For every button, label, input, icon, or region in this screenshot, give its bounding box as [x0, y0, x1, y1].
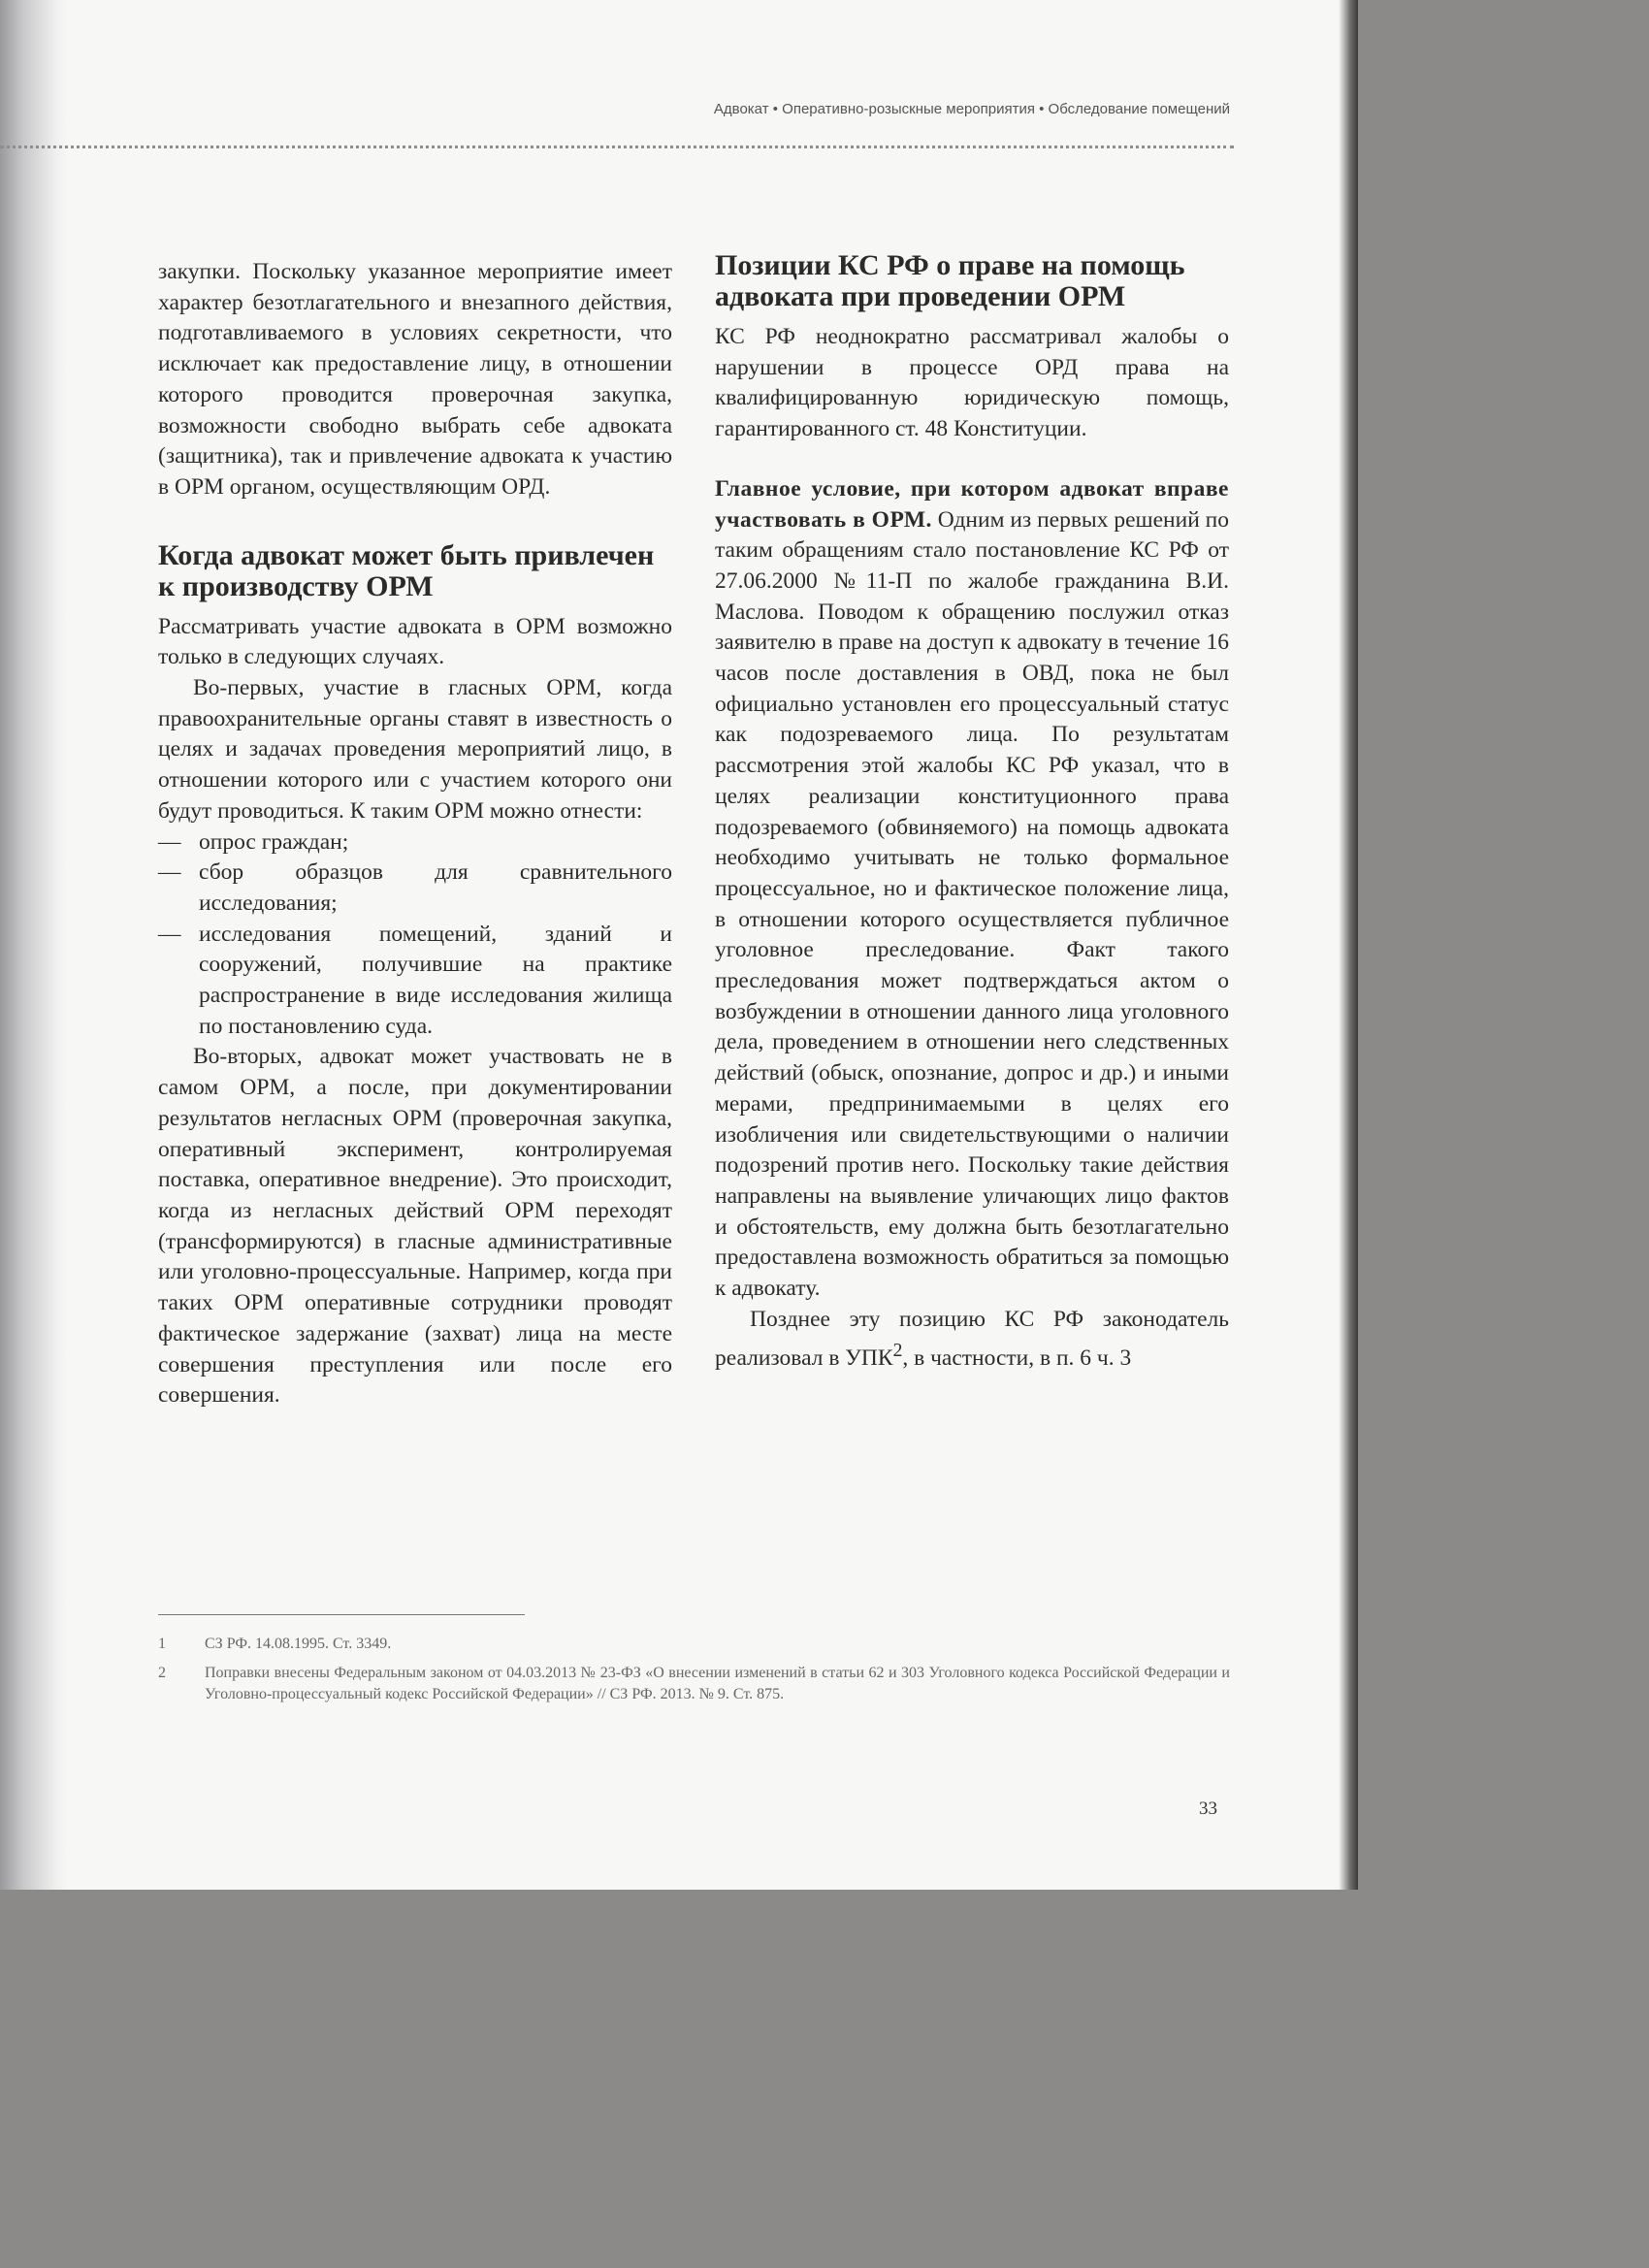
footnote-text: Поправки внесены Федеральным законом от 04.03.2013 № 23-ФЗ «О внесении изменений в статьи 62 и 303 Уголовного кодекса Российской Федерации и Уголовно-процессуальный кодекс Российской Федерации» // СЗ РФ. 2013. № 9. Ст. 875. [205, 1665, 1230, 1702]
paragraph-intro: закупки. Поскольку указанное мероприятие имеет характер безотлагательного и внезапного действия, подготавливаемого в условиях секретности, что исключает как предоставление лицу, в отношении которого проводится проверочная закупка, возможности свободно выбрать себе адвоката (защитника), так и привлечение адвоката к участию в ОРМ органом, осуществляющим ОРД. [158, 259, 672, 500]
section-heading-when-lawyer: Когда адвокат может быть привлечен к производству ОРМ [158, 538, 655, 602]
list-item: — сбор образцов для сравнительного исследования; [158, 858, 672, 919]
section-heading-cc-positions: Позиции КС РФ о праве на помощь адвоката при проведении ОРМ [715, 249, 1185, 312]
footnote-rule [158, 1614, 525, 1615]
header-dotted-rule [0, 146, 1234, 148]
footnote [158, 1634, 1230, 1655]
page-number: 33 [1199, 1798, 1217, 1819]
footnote-number: 1 [158, 1636, 166, 1652]
footnote-number: 2 [158, 1665, 166, 1681]
lead-in-bold: Главное условие, при котором адвокат вправе участвовать в ОРМ. [715, 475, 1229, 533]
paragraph: Во-вторых, адвокат может участвовать не в самом ОРМ, а после, при документировании результатов негласных ОРМ (проверочная закупка, оперативный эксперимент, контролируемая поставка, оперативное внедрение). Это происходит, когда из негласных действий ОРМ переходят (трансформируются) в гласные административные или уголовно-процессуальные. Например, когда при таких ОРМ оперативные сотрудники проводят фактическое задержание (захват) лица на месте совершения преступления или после его совершения. [158, 1044, 672, 1409]
footnote-ref[interactable]: 2 [892, 1340, 903, 1361]
footnote-text: СЗ РФ. 14.08.1995. Ст. 3349. [205, 1636, 392, 1652]
footnotes [158, 1634, 1230, 1713]
paragraph: КС РФ неоднократно рассматривал жалобы о нарушении в процессе ОРД права на квалифицированную юридическую помощь, гарантированного ст. 48 Конституции. [715, 324, 1229, 442]
paragraph: Во-первых, участие в гласных ОРМ, когда правоохранительные органы ставят в известность о целях и задачах проведения мероприятий лицо, в отношении которого или с участием которого они будут проводиться. К таким ОРМ можно отнести: [158, 675, 672, 824]
paragraph: Рассматривать участие адвоката в ОРМ возможно только в следующих случаях. [158, 613, 672, 670]
footnote [158, 1663, 1230, 1705]
paragraph: Главное условие, при котором адвокат вправе участвовать в ОРМ. Одним из первых решений по таким обращениям стало постановление КС РФ от 27.06.2000 №11-П по жалобе гражданина В.И. Маслова. Поводом к обращению послужил отказ заявителю в праве на доступ к адвокату в течение 16 часов после доставления в ОВД, пока не был официально установлен его процессуальный статус как подозреваемого лица. По результатам рассмотрения этой жалобы КС РФ указал, что в целях реализации конституционного права подозреваемого (обвиняемого) на помощь адвоката необходимо учитывать не только формальное процессуальное, но и фактическое положение лица, в отношении которого осуществляется публичное уголовное преследование. Факт такого преследования может подтверждаться актом о возбуждении в отношении данного лица уголовного дела, проведением в отношении него следственных действий (обыск, опознание, допрос и др.) и иными мерами, предпринимаемыми в целях его изобличения или свидетельствующими о наличии подозрений против него. Поскольку такие действия направлены на выявление уличающих лицо фактов и обстоятельств, ему должна быть безотлагательно предоставлена возможность обратиться за помощью к адвокату. [715, 475, 1229, 1302]
dash-list [158, 827, 672, 1043]
running-head: Адвокат • Оперативно-розыскные мероприятия • Обследование помещений [713, 101, 1230, 117]
paragraph: Позднее эту позицию КС РФ законодатель реализовал в УПК$^2$, в частности, в п. 6 ч. 3 [715, 1306, 1229, 1371]
list-item: — исследования помещений, зданий и сооружений, получившие на практике распространение в виде исследования жилища по постановлению суда. [158, 920, 672, 1043]
right-column [715, 250, 1229, 1374]
list-item: — опрос граждан; [158, 827, 672, 859]
left-column [158, 257, 672, 1411]
